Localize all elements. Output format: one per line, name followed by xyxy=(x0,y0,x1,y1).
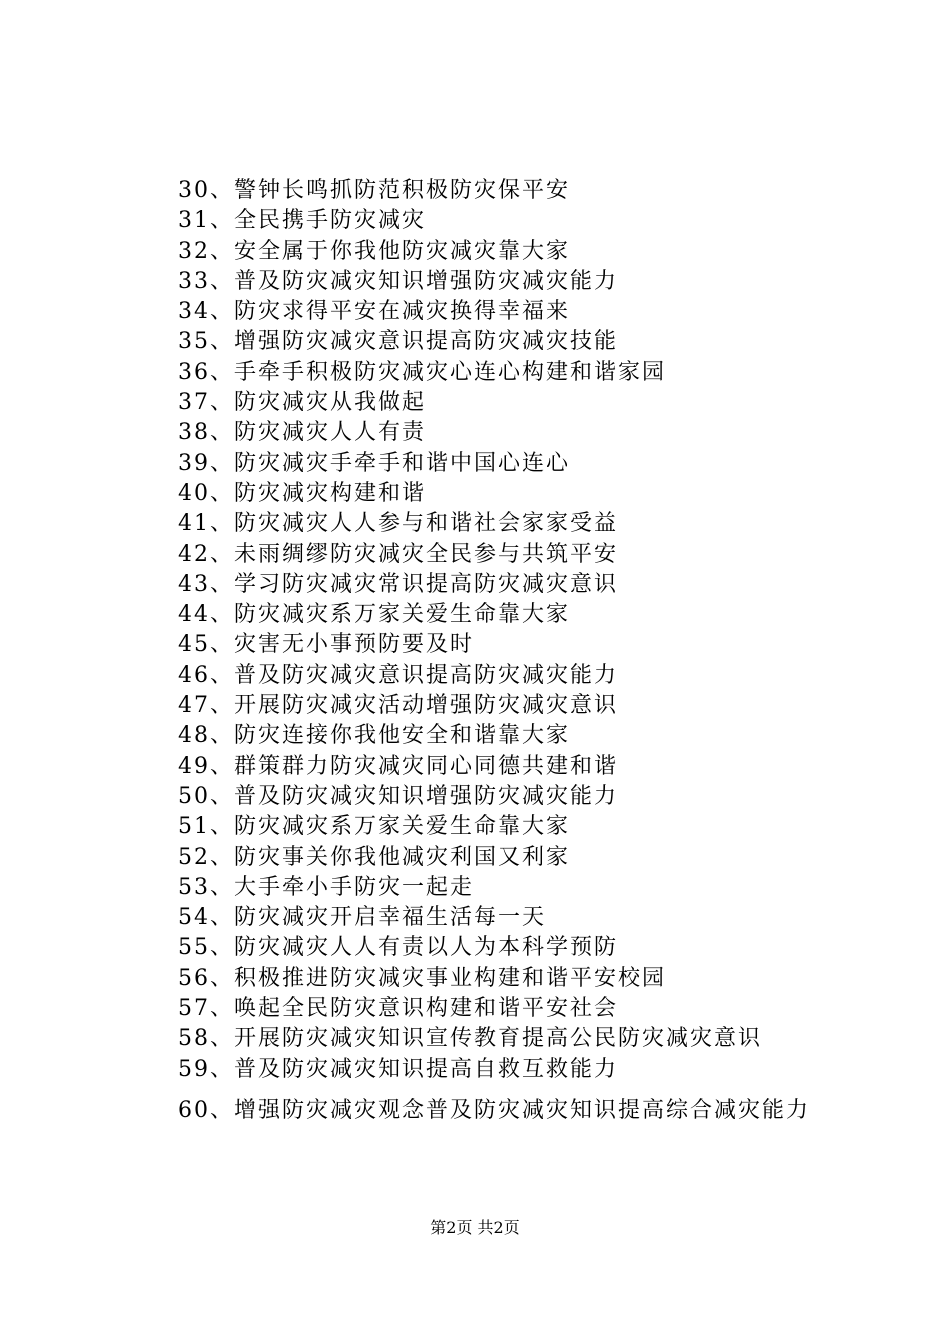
list-item: 37、防灾减灾从我做起 xyxy=(178,390,426,416)
list-item: 44、防灾减灾系万家关爱生命靠大家 xyxy=(178,602,570,628)
list-item: 32、安全属于你我他防灾减灾靠大家 xyxy=(178,238,570,264)
page-footer: 第2页 共2页 xyxy=(430,1218,520,1237)
list-item: 33、普及防灾减灾知识增强防灾减灾能力 xyxy=(178,268,618,294)
list-item: 41、防灾减灾人人参与和谐社会家家受益 xyxy=(178,511,618,537)
list-item-wrapped: 60、增强防灾减灾观念普及防灾减灾知识提高综合减灾能力 xyxy=(178,1098,810,1123)
list-item: 57、唤起全民防灾意识构建和谐平安社会 xyxy=(178,996,618,1022)
list-item: 49、群策群力防灾减灾同心同德共建和谐 xyxy=(178,753,618,779)
list-item: 31、全民携手防灾减灾 xyxy=(178,208,426,234)
list-item: 48、防灾连接你我他安全和谐靠大家 xyxy=(178,723,570,749)
list-item: 47、开展防灾减灾活动增强防灾减灾意识 xyxy=(178,693,618,719)
list-item: 55、防灾减灾人人有责以人为本科学预防 xyxy=(178,935,618,961)
list-item: 54、防灾减灾开启幸福生活每一天 xyxy=(178,905,546,931)
list-item: 51、防灾减灾系万家关爱生命靠大家 xyxy=(178,814,570,840)
list-item: 30、警钟长鸣抓防范积极防灾保平安 xyxy=(178,178,570,203)
list-item: 35、增强防灾减灾意识提高防灾减灾技能 xyxy=(178,329,618,355)
list-item: 46、普及防灾减灾意识提高防灾减灾能力 xyxy=(178,662,618,688)
list-item: 50、普及防灾减灾知识增强防灾减灾能力 xyxy=(178,783,618,809)
list-item: 43、学习防灾减灾常识提高防灾减灾意识 xyxy=(178,571,618,597)
list-item: 34、防灾求得平安在减灾换得幸福来 xyxy=(178,299,570,325)
list-item: 59、普及防灾减灾知识提高自救互救能力 xyxy=(178,1056,618,1082)
slogan-list xyxy=(178,176,878,1085)
list-item: 40、防灾减灾构建和谐 xyxy=(178,480,426,506)
list-item: 39、防灾减灾手牵手和谐中国心连心 xyxy=(178,450,570,476)
list-item: 52、防灾事关你我他减灾利国又利家 xyxy=(178,844,570,870)
list-item: 42、未雨绸缪防灾减灾全民参与共筑平安 xyxy=(178,541,618,567)
list-item: 36、手牵手积极防灾减灾心连心构建和谐家园 xyxy=(178,359,666,385)
list-item: 58、开展防灾减灾知识宣传教育提高公民防灾减灾意识 xyxy=(178,1026,762,1052)
list-item: 53、大手牵小手防灾一起走 xyxy=(178,874,474,900)
list-item: 38、防灾减灾人人有责 xyxy=(178,420,426,446)
list-item: 45、灾害无小事预防要及时 xyxy=(178,632,474,658)
list-item: 56、积极推进防灾减灾事业构建和谐平安校园 xyxy=(178,965,666,991)
